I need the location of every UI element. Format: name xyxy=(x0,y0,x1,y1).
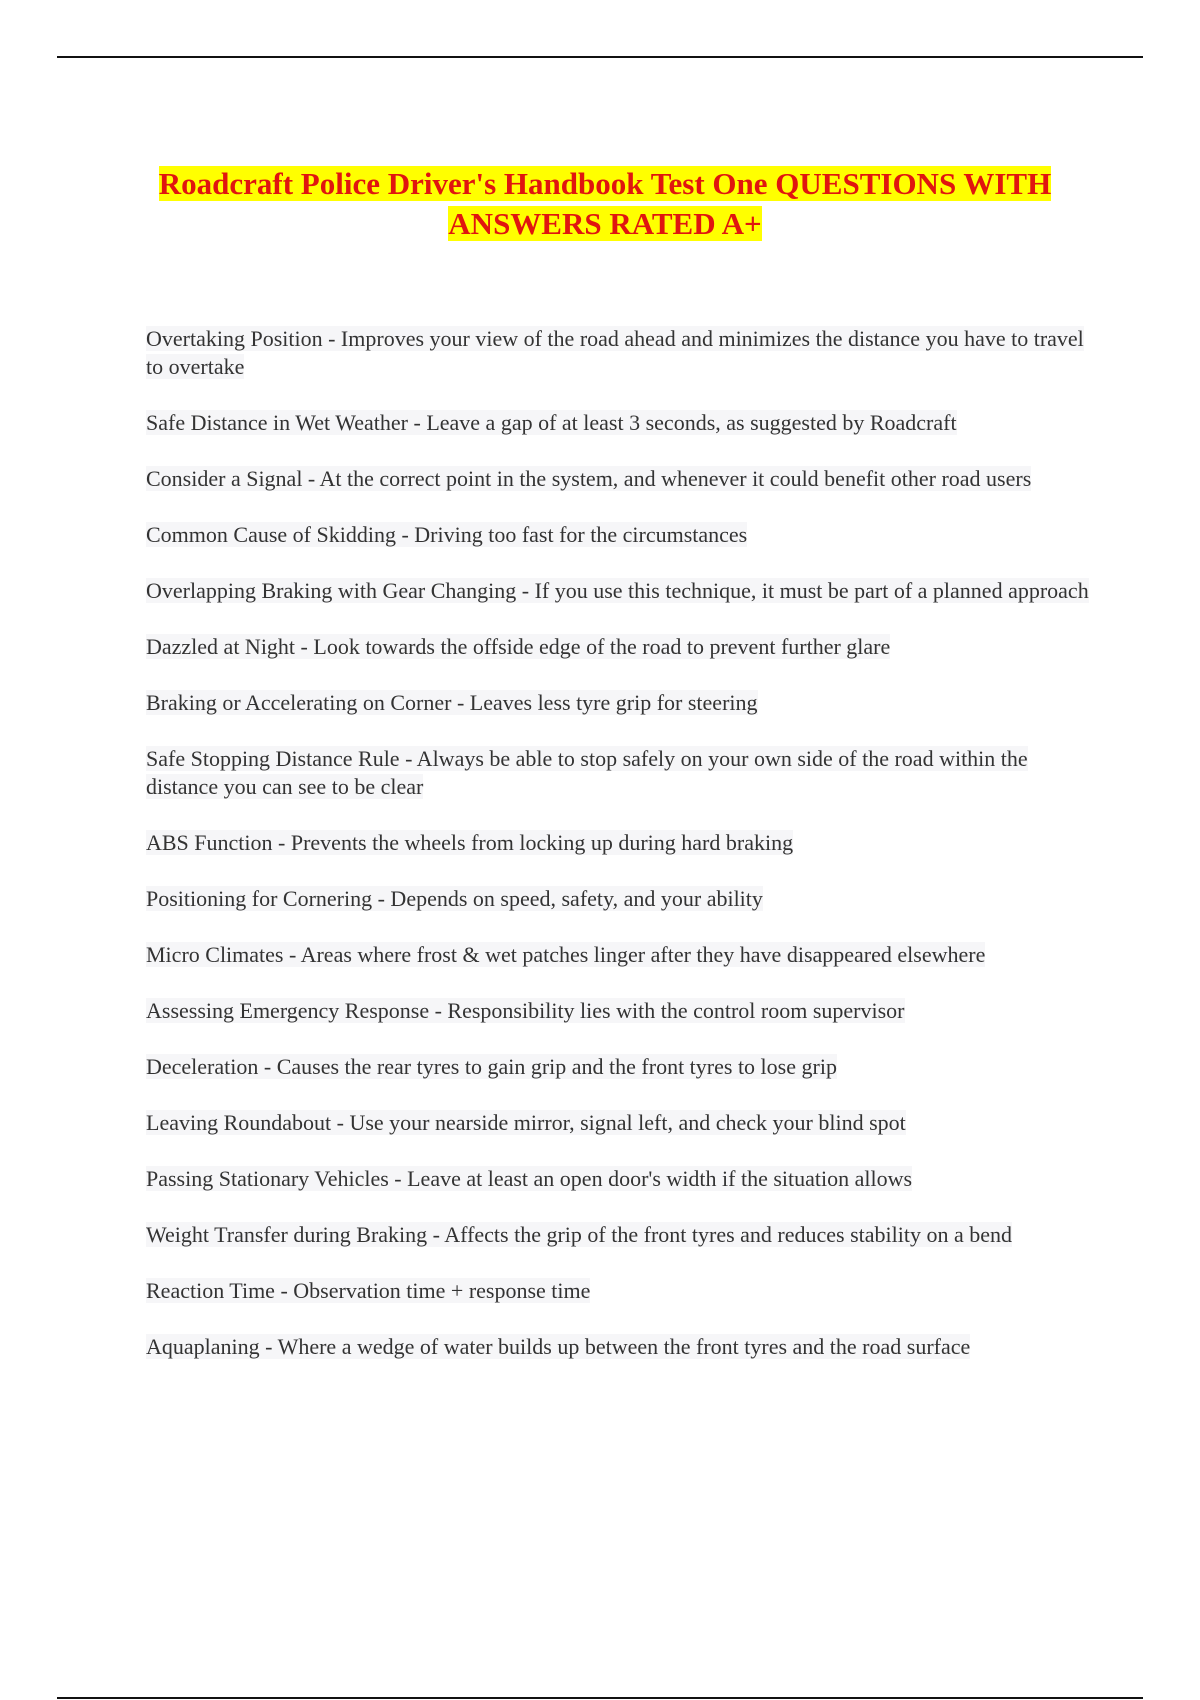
qa-item-text: Micro Climates - Areas where frost & wet patches linger after they have disappeared elsewhere xyxy=(146,942,986,967)
qa-item-text: Overtaking Position - Improves your view of the road ahead and minimizes the distance you have to travel to overtake xyxy=(146,326,1084,379)
qa-item xyxy=(146,997,1096,1025)
qa-item-text: Passing Stationary Vehicles - Leave at least an open door's width if the situation allows xyxy=(146,1166,913,1191)
qa-item xyxy=(146,885,1096,913)
qa-item-text: Dazzled at Night - Look towards the offside edge of the road to prevent further glare xyxy=(146,634,891,659)
qa-item-text: ABS Function - Prevents the wheels from locking up during hard braking xyxy=(146,830,794,855)
qa-item xyxy=(146,633,1096,661)
qa-item xyxy=(146,325,1096,381)
qa-item-text: Safe Distance in Wet Weather - Leave a gap of at least 3 seconds, as suggested by Roadcraft xyxy=(146,410,957,435)
bottom-divider xyxy=(57,1697,1143,1699)
qa-item-text: Overlapping Braking with Gear Changing - If you use this technique, it must be part of a planned approach xyxy=(146,578,1089,603)
document-title-text: Roadcraft Police Driver's Handbook Test One QUESTIONS WITH ANSWERS RATED A+ xyxy=(158,165,1052,241)
qa-item-text: Consider a Signal - At the correct point in the system, and whenever it could benefit other road users xyxy=(146,466,1032,491)
qa-item-text: Aquaplaning - Where a wedge of water builds up between the front tyres and the road surface xyxy=(146,1334,971,1359)
qa-item-text: Weight Transfer during Braking - Affects the grip of the front tyres and reduces stability on a bend xyxy=(146,1222,1013,1247)
qa-item xyxy=(146,465,1096,493)
qa-item xyxy=(146,1053,1096,1081)
qa-item xyxy=(146,689,1096,717)
qa-item xyxy=(146,1109,1096,1137)
qa-item xyxy=(146,1165,1096,1193)
qa-item xyxy=(146,409,1096,437)
qa-item-text: Deceleration - Causes the rear tyres to gain grip and the front tyres to lose grip xyxy=(146,1054,837,1079)
qa-item-text: Positioning for Cornering - Depends on speed, safety, and your ability xyxy=(146,886,763,911)
qa-item xyxy=(146,829,1096,857)
qa-item-text: Reaction Time - Observation time + response time xyxy=(146,1278,591,1303)
qa-item xyxy=(146,1333,1096,1361)
top-divider xyxy=(57,56,1143,58)
qa-item-text: Common Cause of Skidding - Driving too fast for the circumstances xyxy=(146,522,748,547)
qa-item xyxy=(146,941,1096,969)
qa-item-text: Assessing Emergency Response - Responsibility lies with the control room supervisor xyxy=(146,998,905,1023)
qa-item xyxy=(146,745,1096,801)
document-title xyxy=(130,164,1080,244)
qa-item xyxy=(146,1277,1096,1305)
qa-list xyxy=(146,325,1096,1389)
qa-item xyxy=(146,577,1096,605)
qa-item-text: Leaving Roundabout - Use your nearside mirror, signal left, and check your blind spot xyxy=(146,1110,906,1135)
qa-item xyxy=(146,1221,1096,1249)
qa-item-text: Safe Stopping Distance Rule - Always be able to stop safely on your own side of the road within the distance you can see to be clear xyxy=(146,746,1028,799)
qa-item xyxy=(146,521,1096,549)
qa-item-text: Braking or Accelerating on Corner - Leaves less tyre grip for steering xyxy=(146,690,758,715)
